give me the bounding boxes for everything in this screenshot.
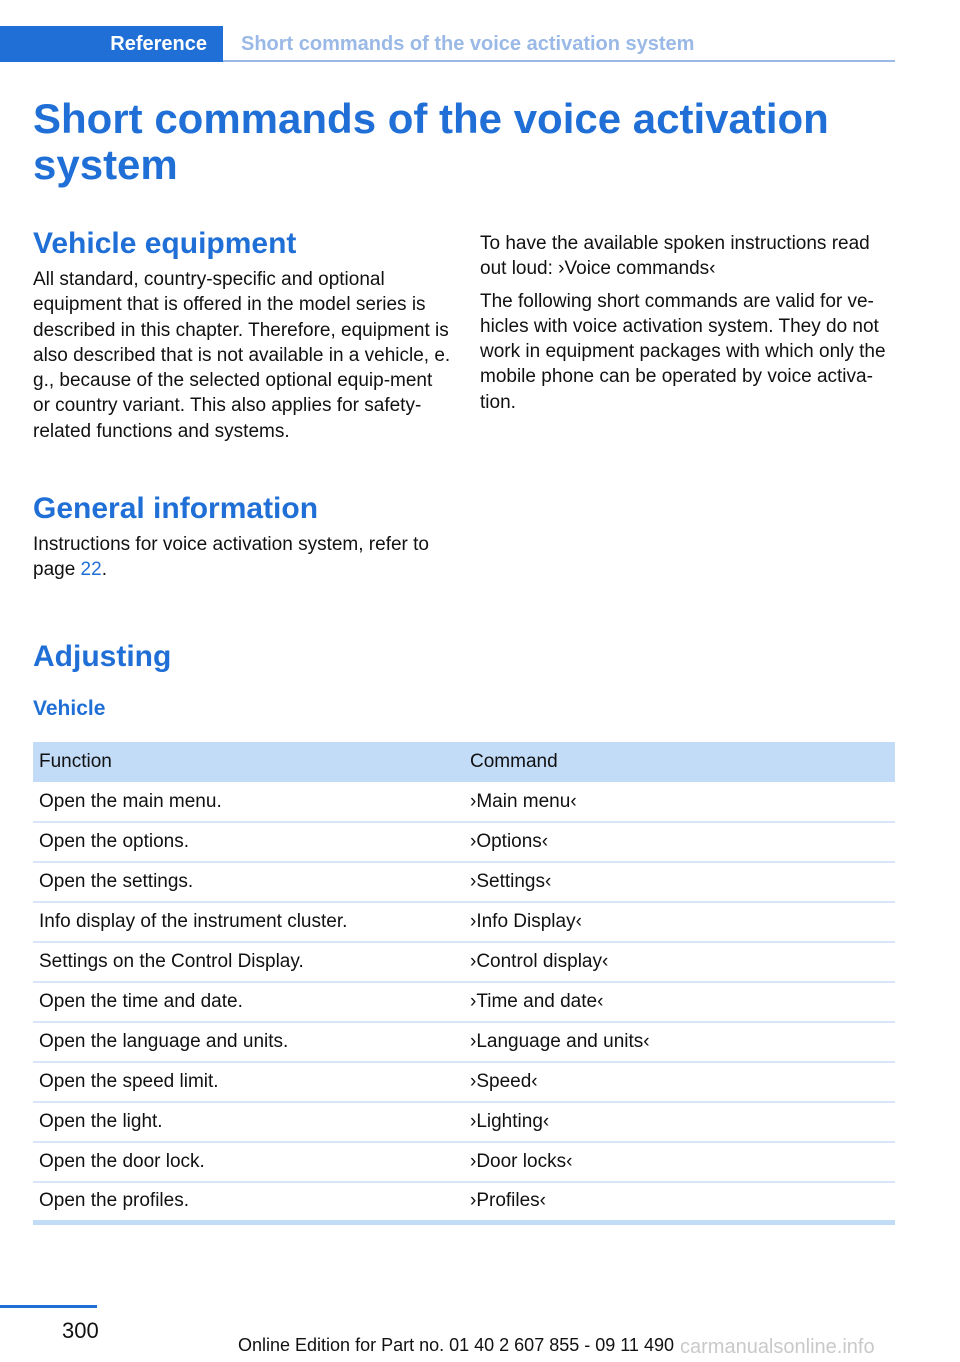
page-reference-link[interactable]: 22 [80, 559, 102, 581]
table-row [33, 782, 895, 822]
commands-table [33, 742, 895, 1225]
general-information-text [33, 532, 453, 583]
adjusting-heading: Adjusting [33, 640, 172, 673]
section-label: Reference [110, 33, 207, 55]
table-header-row [33, 742, 895, 782]
general-information-tail: . [101, 559, 107, 581]
table-row [33, 942, 895, 982]
function-cell: Open the settings. [33, 862, 464, 902]
table-row [33, 1182, 895, 1222]
vehicle-equipment-heading: Vehicle equipment [33, 227, 297, 260]
function-cell: Open the main menu. [33, 782, 464, 822]
right-column [480, 231, 900, 415]
function-cell: Open the door lock. [33, 1142, 464, 1182]
table-row [33, 902, 895, 942]
table-row [33, 1102, 895, 1142]
page-number: 300 [62, 1318, 99, 1343]
spoken-instructions-text: To have the available spoken instructions read out loud: ›Voice commands‹ [480, 233, 870, 280]
function-cell: Open the language and units. [33, 1022, 464, 1062]
command-cell: ›Speed‹ [464, 1062, 895, 1102]
command-cell: ›Language and units‹ [464, 1022, 895, 1062]
general-information-heading: General information [33, 492, 319, 526]
function-cell: Open the time and date. [33, 982, 464, 1022]
table-row [33, 1142, 895, 1182]
function-cell: Settings on the Control Display. [33, 942, 464, 982]
table-row [33, 982, 895, 1022]
command-cell: ›Options‹ [464, 822, 895, 862]
header-rule [223, 60, 895, 62]
command-cell: ›Door locks‹ [464, 1142, 895, 1182]
command-cell: ›Profiles‹ [464, 1182, 895, 1222]
short-commands-note: The following short commands are valid for ve-hicles with voice activation system. They do not work in equipment packages with which only the mobile phone can be operated by voice activa-tion. [480, 290, 886, 413]
function-cell: Open the options. [33, 822, 464, 862]
page-header [0, 26, 895, 62]
function-cell: Open the light. [33, 1102, 464, 1142]
command-cell: ›Info Display‹ [464, 902, 895, 942]
table-row [33, 822, 895, 862]
table-row [33, 1062, 895, 1102]
column-header-function: Function [33, 742, 464, 782]
function-cell: Open the speed limit. [33, 1062, 464, 1102]
table-row [33, 862, 895, 902]
page-title: Short commands of the voice activation system [33, 95, 829, 188]
footer-rule [0, 1305, 97, 1308]
vehicle-equipment-text: All standard, country-specific and optional equipment that is offered in the model series is described in this chapter. Therefore, equipment is also described that is not available in a vehicle, e. g., because of the selected optional equip-ment or country variant. This also applies for safety-related functions and systems. [33, 269, 451, 442]
left-column [33, 226, 453, 583]
general-information-lead: Instructions for voice activation system, refer to page [33, 534, 429, 581]
function-cell: Info display of the instrument cluster. [33, 902, 464, 942]
command-cell: ›Main menu‹ [464, 782, 895, 822]
command-cell: ›Time and date‹ [464, 982, 895, 1022]
command-cell: ›Lighting‹ [464, 1102, 895, 1142]
column-header-command: Command [464, 742, 895, 782]
table-row [33, 1022, 895, 1062]
header-topic: Short commands of the voice activation system [241, 33, 695, 55]
watermark: carmanualsonline.info [680, 1336, 875, 1358]
command-cell: ›Control display‹ [464, 942, 895, 982]
vehicle-subheading: Vehicle [33, 697, 106, 720]
edition-note: Online Edition for Part no. 01 40 2 607 855 - 09 11 490 [238, 1335, 674, 1355]
command-cell: ›Settings‹ [464, 862, 895, 902]
function-cell: Open the profiles. [33, 1182, 464, 1222]
